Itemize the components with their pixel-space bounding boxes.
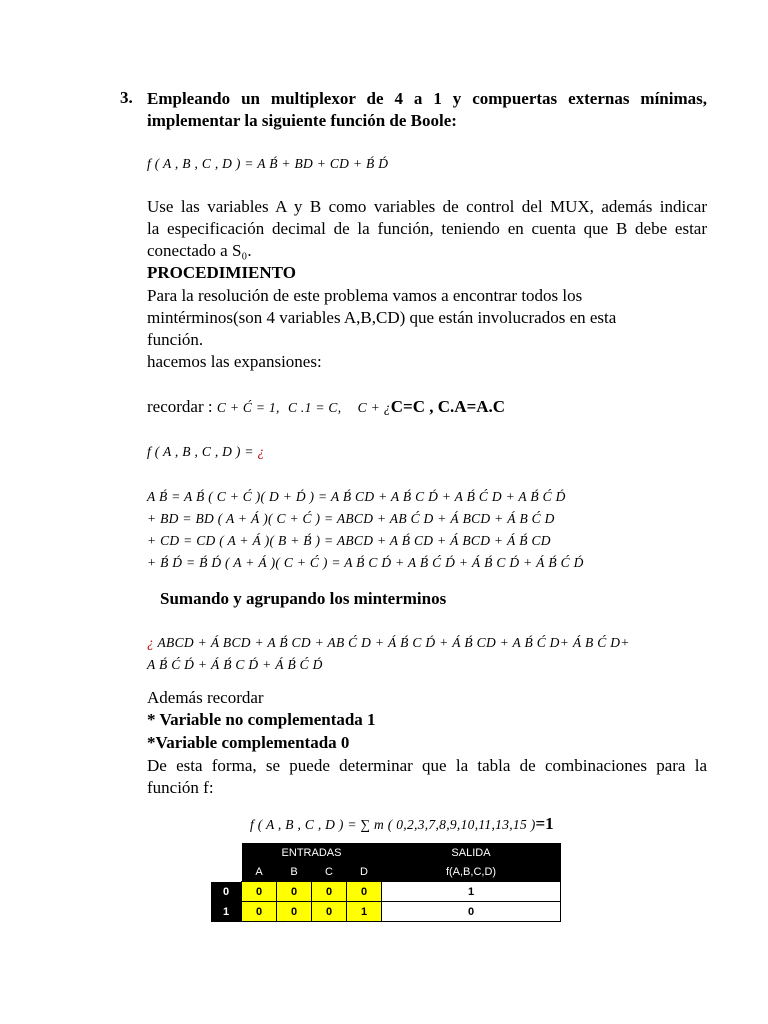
notes-line1: Además recordar bbox=[147, 688, 264, 707]
sum-mark: ¿ bbox=[147, 635, 155, 650]
recall-label: recordar : bbox=[147, 397, 213, 416]
notes-line2: * Variable no complementada 1 bbox=[147, 710, 376, 729]
table-group-header-row bbox=[211, 843, 561, 862]
table-col-c: C bbox=[312, 862, 347, 882]
function-placeholder-eq: f ( A , B , C , D ) = bbox=[147, 444, 258, 459]
table-cell-d: 1 bbox=[347, 902, 382, 922]
table-col-b: B bbox=[277, 862, 312, 882]
notes-line5: función f: bbox=[147, 778, 214, 797]
table-cell-d: 0 bbox=[347, 882, 382, 902]
table-col-a: A bbox=[242, 862, 277, 882]
table-row-index: 1 bbox=[211, 902, 242, 922]
procedure-heading: PROCEDIMIENTO bbox=[147, 263, 296, 282]
procedure-line3: función. bbox=[147, 330, 204, 349]
sum-heading: Sumando y agrupando los minterminos bbox=[160, 589, 447, 608]
function-placeholder bbox=[147, 440, 707, 463]
expansion-line4 bbox=[147, 551, 707, 574]
table-cell-f: 1 bbox=[382, 882, 561, 902]
sum-line2-text: A B́ Ć D́ + Á B́ C D́ + Á B́ Ć D́ bbox=[147, 657, 323, 672]
recall-eq4: C=C , C.A=A.C bbox=[390, 397, 506, 416]
table-cell-f: 0 bbox=[382, 902, 561, 922]
function-placeholder-mark: ¿ bbox=[257, 444, 265, 459]
notes-line4: De esta forma, se puede determinar que la tabla de combinaciones para la bbox=[147, 756, 707, 775]
expansion-bndn: + B́ D́ = B́ D́ ( A + Á )( C + Ć ) = A B́ C D́ + A B́ Ć D́ + Á B́ C D́ + Á B́ Ć D́ bbox=[147, 555, 584, 570]
table-cell-c: 0 bbox=[312, 902, 347, 922]
procedure-line4: hacemos las expansiones: bbox=[147, 352, 322, 371]
sigma-eq-text: f ( A , B , C , D ) = ∑ m ( 0,2,3,7,8,9,10,11,13,15 ) bbox=[250, 817, 536, 832]
intro-line2: la especificación decimal de la función, teniendo en cuenta que B debe estar bbox=[147, 219, 707, 238]
expansion-line1 bbox=[147, 485, 707, 508]
recall-line bbox=[147, 396, 707, 419]
table-cell-b: 0 bbox=[277, 882, 312, 902]
table-cell-c: 0 bbox=[312, 882, 347, 902]
table-row bbox=[211, 902, 561, 922]
table-corner-2 bbox=[211, 862, 242, 882]
table-group-output: SALIDA bbox=[382, 843, 561, 862]
procedure-line2: mintérminos(son 4 variables A,B,CD) que están involucrados en esta bbox=[147, 308, 617, 327]
table-row bbox=[211, 882, 561, 902]
expansion-ab: A B́ = A B́ ( C + Ć )( D + D́ ) = A B́ CD + A B́ C D́ + A B́ Ć D + A B́ Ć D́ bbox=[147, 489, 566, 504]
table-cell-a: 0 bbox=[242, 882, 277, 902]
notes-line3: *Variable complementada 0 bbox=[147, 733, 350, 752]
sum-line1-text: ABCD + Á BCD + A B́ CD + AB Ć D + Á B́ C D́ + Á B́ CD + A B́ Ć D+ Á B Ć D+ bbox=[154, 635, 630, 650]
problem-statement-line2: implementar la siguiente función de Boole: bbox=[147, 111, 457, 130]
intro-line1: Use las variables A y B como variables de control del MUX, además indicar bbox=[147, 197, 707, 216]
problem-statement-line1: Empleando un multiplexor de 4 a 1 y compuertas externas mínimas, bbox=[147, 89, 707, 108]
table-group-inputs: ENTRADAS bbox=[242, 843, 382, 862]
expansion-line3 bbox=[147, 529, 707, 552]
expansion-line2 bbox=[147, 507, 707, 530]
table-cell-a: 0 bbox=[242, 902, 277, 922]
sum-line2 bbox=[147, 653, 707, 676]
truth-table bbox=[211, 843, 561, 922]
table-corner bbox=[211, 843, 242, 862]
function-equation bbox=[147, 152, 707, 175]
problem-number: 3. bbox=[120, 88, 133, 107]
table-column-header-row bbox=[211, 862, 561, 882]
table-col-f: f(A,B,C,D) bbox=[382, 862, 561, 882]
table-col-d: D bbox=[347, 862, 382, 882]
table-cell-b: 0 bbox=[277, 902, 312, 922]
recall-eq3: C + ¿ bbox=[357, 400, 391, 415]
sigma-equation bbox=[250, 813, 570, 836]
expansion-cd: + CD = CD ( A + Á )( B + B́ ) = ABCD + A B́ CD + Á BCD + Á B́ CD bbox=[147, 533, 551, 548]
recall-eq1: C + Ć = 1, bbox=[216, 400, 280, 415]
expansion-bd: + BD = BD ( A + Á )( C + Ć ) = ABCD + AB Ć D + Á BCD + Á B Ć D bbox=[147, 511, 555, 526]
sigma-suffix: =1 bbox=[535, 814, 554, 833]
recall-eq2: C .1 = C, bbox=[287, 400, 342, 415]
procedure-line1: Para la resolución de este problema vamos a encontrar todos los bbox=[147, 286, 583, 305]
table-row-index: 0 bbox=[211, 882, 242, 902]
intro-line3: conectado a S₀. bbox=[147, 241, 252, 260]
sum-line1 bbox=[147, 631, 707, 654]
function-equation-text: f ( A , B , C , D ) = A B́ + BD + CD + B́ D́ bbox=[147, 156, 389, 171]
